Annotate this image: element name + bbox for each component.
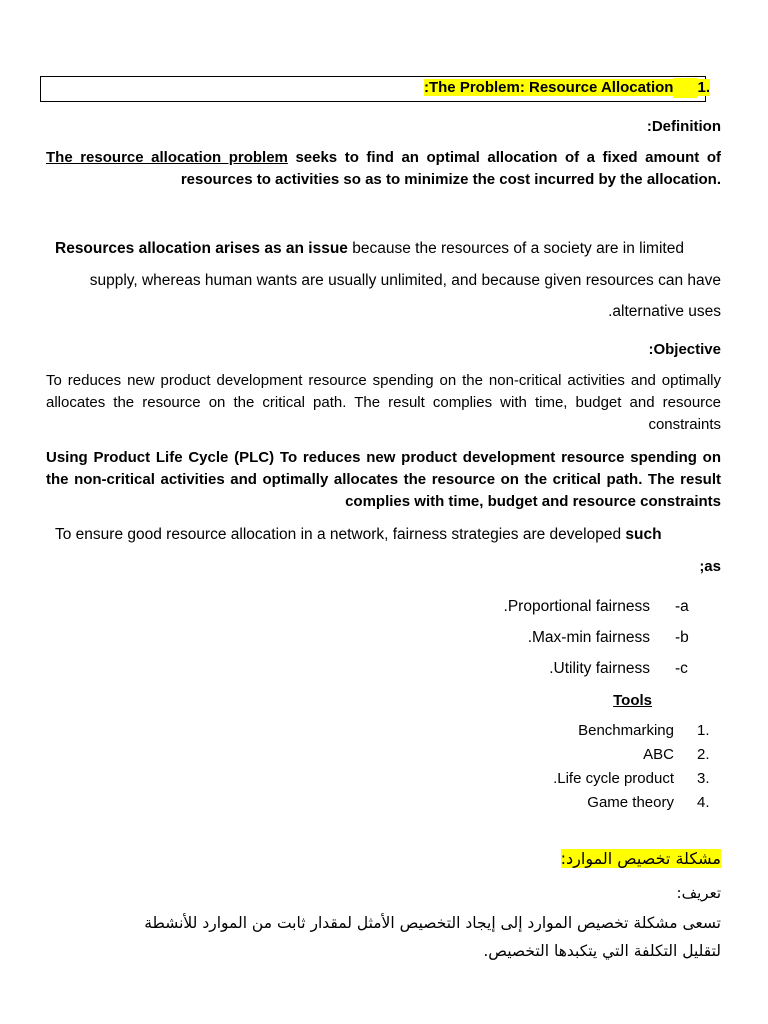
- definition-term: The resource allocation problem: [46, 149, 288, 166]
- list-item: [0, 743, 768, 767]
- tool-item-number: 1.: [697, 722, 710, 739]
- fairness-item-marker: c-: [675, 660, 688, 677]
- list-item: [0, 719, 768, 743]
- tool-item-text: Game theory: [587, 794, 674, 811]
- arabic-heading: [40, 845, 721, 873]
- heading-number: 1.: [697, 79, 710, 96]
- fairness-item-text: .Utility fairness: [549, 660, 650, 677]
- definition-body: seeks to find an optimal allocation of a fixed amount of resources to activities so as to minimize the cost incurred by the allocation.: [180, 149, 721, 188]
- arabic-body-line2: لتقليل التكلفة التي يتكبدها التخصيص.: [483, 942, 721, 960]
- objective-paragraph-2: Using Product Life Cycle (PLC) To reduces new product development resource spending on the non-critical activities and optimally allocates the resource on the critical path. The result complies with time, budget and resource constraints: [46, 449, 721, 510]
- fairness-item-marker: b-: [675, 629, 689, 646]
- tool-item-number: 2.: [697, 746, 710, 763]
- fairness-lead-bold: such: [625, 526, 662, 543]
- list-item: [0, 595, 768, 626]
- tool-item-text: Benchmarking: [578, 722, 674, 739]
- list-item: [0, 791, 768, 815]
- objective-paragraph-1: To reduces new product development resource spending on the non-critical activities and optimally allocates the resource on the critical path. The result complies with time, budget and resource constraints: [46, 372, 721, 433]
- issue-line1: because the resources of a society are in limited: [347, 240, 684, 257]
- definition-label: :Definition: [646, 118, 721, 135]
- tools-list: [0, 719, 768, 819]
- heading-text: :The Problem: Resource Allocation: [423, 79, 674, 96]
- tool-item-number: 3.: [697, 770, 710, 787]
- list-item: [0, 626, 768, 657]
- arabic-definition-label: تعريف:: [676, 884, 721, 902]
- issue-lead: Resources allocation arises as an issue: [55, 240, 348, 257]
- tools-title: Tools: [613, 692, 652, 709]
- list-item: [0, 657, 768, 688]
- issue-line2: supply, whereas human wants are usually unlimited, and because given resources can have: [89, 271, 721, 289]
- section-heading: [40, 78, 710, 98]
- arabic-definition-paragraph: [40, 909, 721, 965]
- fairness-tail: ;as: [699, 558, 721, 575]
- fairness-item-text: .Max-min fairness: [527, 629, 650, 646]
- arabic-body-line1: تسعى مشكلة تخصيص الموارد إلى إيجاد التخصيص الأمثل لمقدار ثابت من الموارد للأنشطة: [144, 914, 721, 932]
- tool-item-text: .Life cycle product: [553, 770, 674, 787]
- tool-item-number: 4.: [697, 794, 710, 811]
- fairness-item-text: .Proportional fairness: [503, 598, 650, 615]
- arabic-heading-text: مشكلة تخصيص الموارد:: [560, 849, 721, 868]
- fairness-list: [0, 595, 768, 688]
- objective-label: :Objective: [648, 341, 721, 358]
- issue-line3: .alternative uses: [608, 303, 721, 320]
- list-item: [0, 767, 768, 791]
- fairness-lead: [55, 524, 721, 547]
- fairness-item-marker: a-: [675, 598, 689, 615]
- issue-paragraph: [46, 233, 721, 328]
- fairness-lead-text: To ensure good resource allocation in a network, fairness strategies are developed: [55, 526, 626, 543]
- definition-paragraph: [46, 147, 721, 193]
- tool-item-text: ABC: [643, 746, 674, 763]
